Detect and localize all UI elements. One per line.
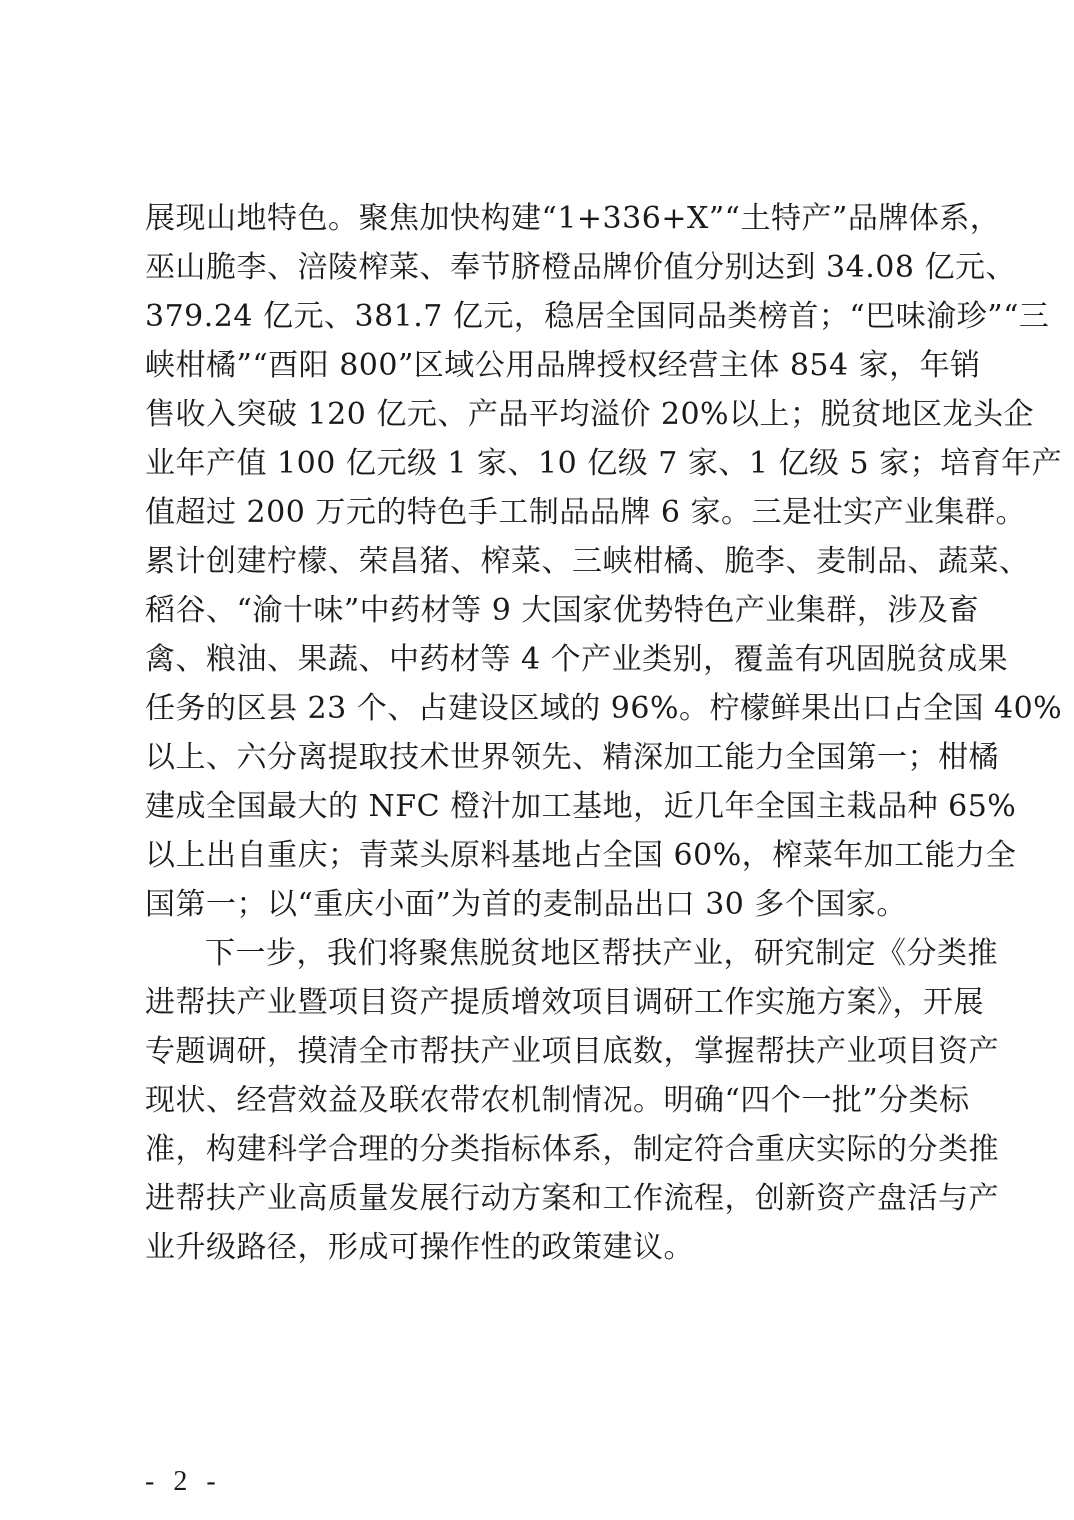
paragraph-1-line-12: 以上、六分离提取技术世界领先、精深加工能力全国第一；柑橘 bbox=[145, 740, 999, 775]
paragraph-2-line-1: 下一步，我们将聚焦脱贫地区帮扶产业，研究制定《分类推 bbox=[205, 936, 998, 971]
paragraph-1-line-7: 值超过 200 万元的特色手工制品品牌 6 家。三是壮实产业集群。 bbox=[145, 495, 1026, 530]
paragraph-2-line-6: 进帮扶产业高质量发展行动方案和工作流程，创新资产盘活与产 bbox=[145, 1181, 999, 1216]
paragraph-1-line-15: 国第一；以“重庆小面”为首的麦制品出口 30 多个国家。 bbox=[145, 887, 907, 922]
paragraph-1-line-1: 展现山地特色。聚焦加快构建“1+336+X”“土特产”品牌体系， bbox=[145, 201, 1001, 236]
paragraph-1-line-9: 稻谷、“渝十味”中药材等 9 大国家优势特色产业集群，涉及畜 bbox=[145, 593, 979, 628]
paragraph-2-line-4: 现状、经营效益及联农带农机制情况。明确“四个一批”分类标 bbox=[145, 1083, 970, 1118]
paragraph-2-line-3: 专题调研，摸清全市帮扶产业项目底数，掌握帮扶产业项目资产 bbox=[145, 1034, 999, 1069]
paragraph-1-line-14: 以上出自重庆；青菜头原料基地占全国 60%，榨菜年加工能力全 bbox=[145, 838, 1017, 873]
paragraph-2-line-5: 准，构建科学合理的分类指标体系，制定符合重庆实际的分类推 bbox=[145, 1132, 999, 1167]
paragraph-2-line-7: 业升级路径，形成可操作性的政策建议。 bbox=[145, 1230, 694, 1265]
paragraph-1-line-13: 建成全国最大的 NFC 橙汁加工基地，近几年全国主栽品种 65% bbox=[145, 789, 1017, 824]
paragraph-1-line-6: 业年产值 100 亿元级 1 家、10 亿级 7 家、1 亿级 5 家；培育年产 bbox=[145, 446, 1063, 481]
page-number: - 2 - bbox=[145, 1466, 222, 1497]
paragraph-1-line-3: 379.24 亿元、381.7 亿元，稳居全国同品类榜首；“巴味渝珍”“三 bbox=[145, 299, 1050, 334]
paragraph-1-line-11: 任务的区县 23 个、占建设区域的 96%。柠檬鲜果出口占全国 40% bbox=[145, 691, 1063, 726]
paragraph-1-line-2: 巫山脆李、涪陵榨菜、奉节脐橙品牌价值分别达到 34.08 亿元、 bbox=[145, 250, 1016, 285]
paragraph-1-line-10: 禽、粮油、果蔬、中药材等 4 个产业类别，覆盖有巩固脱贫成果 bbox=[145, 642, 1009, 677]
paragraph-1-line-8: 累计创建柠檬、荣昌猪、榨菜、三峡柑橘、脆李、麦制品、蔬菜、 bbox=[145, 544, 1030, 579]
paragraph-1-line-5: 售收入突破 120 亿元、产品平均溢价 20%以上；脱贫地区龙头企 bbox=[145, 397, 1035, 432]
paragraph-2-line-2: 进帮扶产业暨项目资产提质增效项目调研工作实施方案》，开展 bbox=[145, 985, 984, 1020]
paragraph-1-line-4: 峡柑橘”“酉阳 800”区域公用品牌授权经营主体 854 家，年销 bbox=[145, 348, 981, 383]
